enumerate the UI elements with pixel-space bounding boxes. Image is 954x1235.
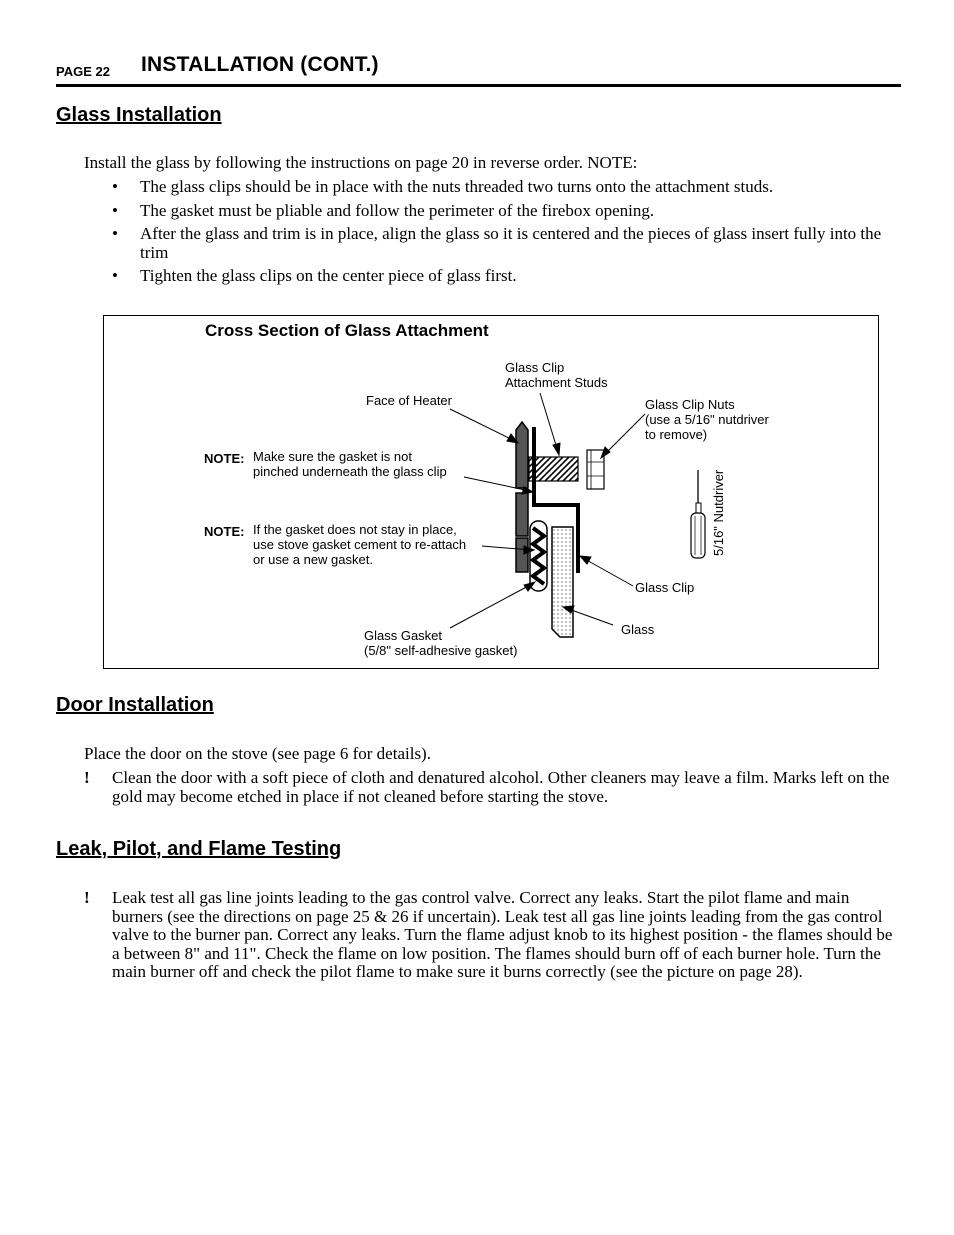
page-number: PAGE 22 (56, 64, 110, 79)
label-glass-clip-attachment-studs (505, 360, 608, 390)
door-cleaning-text: Clean the door with a soft piece of cloth and denatured alcohol. Other cleaners may leave a film. Marks left on the gold may become etched in place if not cleaned before starting the stove. (112, 768, 890, 806)
bullet-text: The glass clips should be in place with the nuts threaded two turns onto the attachment studs. (140, 177, 774, 196)
list-item (84, 889, 902, 982)
glass-installation-heading: Glass Installation (56, 104, 222, 126)
leak-testing-text: Leak test all gas line joints leading to the gas control valve. Correct any leaks. Start the pilot flame and main burners (see the directions on page 25 & 26 if uncertain). Leak test all gas line joints leading from the gas control valve to the burner pan. Correct any leaks. Turn the flame adjust knob to its highest position - the flames should be a between 8" and 11". Check the flame on low position. The flames should burn off of each burner hole. Turn the main burner off and check the pilot flame to make sure it burns correctly (see the picture on page 28). (112, 888, 893, 981)
label-glass: Glass (621, 622, 655, 637)
list-item (84, 769, 902, 806)
label-face-of-heater: Face of Heater (366, 393, 452, 408)
leader-lines (450, 393, 645, 628)
label-line: Attachment Studs (505, 375, 608, 390)
figure-title: Cross Section of Glass Attachment (205, 321, 489, 340)
page-title: INSTALLATION (CONT.) (141, 53, 379, 76)
label-glass-clip: Glass Clip (635, 580, 695, 595)
bullet-text: After the glass and trim is in place, align the glass so it is centered and the pieces of glass insert fully into the trim (140, 224, 882, 262)
label-line: Glass Gasket (364, 628, 443, 643)
bullet-symbol: • (112, 200, 118, 220)
label-line: (5/8" self-adhesive gasket) (364, 643, 518, 658)
label-line: (use a 5/16" nutdriver (645, 412, 769, 427)
glass-gasket (530, 521, 547, 591)
note-line: or use a new gasket. (253, 552, 373, 567)
note-tag: NOTE: (204, 524, 245, 539)
exclamation-icon: ! (84, 888, 90, 907)
label-line: to remove) (645, 427, 708, 442)
label-glass-gasket (364, 628, 517, 658)
glass-installation-intro: Install the glass by following the instructions on page 20 in reverse order. NOTE: (84, 153, 638, 172)
bullet-symbol: • (112, 177, 118, 196)
note-tag: NOTE: (204, 451, 245, 466)
note-line: If the gasket does not stay in place, (253, 522, 457, 537)
leak-testing-heading: Leak, Pilot, and Flame Testing (56, 838, 342, 860)
bullet-text: The gasket must be pliable and follow the perimeter of the firebox opening. (140, 200, 655, 220)
label-glass-clip-nuts (645, 397, 769, 442)
note-line: Make sure the gasket is not (253, 449, 412, 464)
label-line: Glass Clip (505, 360, 565, 375)
bullet-symbol: • (112, 224, 118, 243)
label-nutdriver: 5/16" Nutdriver (711, 469, 726, 556)
nutdriver-tool (691, 470, 705, 558)
label-line: Glass Clip Nuts (645, 397, 735, 412)
door-installation-intro: Place the door on the stove (see page 6 for details). (84, 744, 431, 763)
bullet-symbol: • (112, 266, 118, 285)
door-installation-heading: Door Installation (56, 694, 214, 716)
note-line: pinched underneath the glass clip (253, 464, 447, 479)
attachment-stud (529, 457, 578, 481)
note-line: use stove gasket cement to re-attach (253, 537, 467, 552)
exclamation-icon: ! (84, 768, 90, 787)
glass-pane (552, 527, 573, 637)
bullet-text: Tighten the glass clips on the center piece of glass first. (140, 266, 517, 285)
